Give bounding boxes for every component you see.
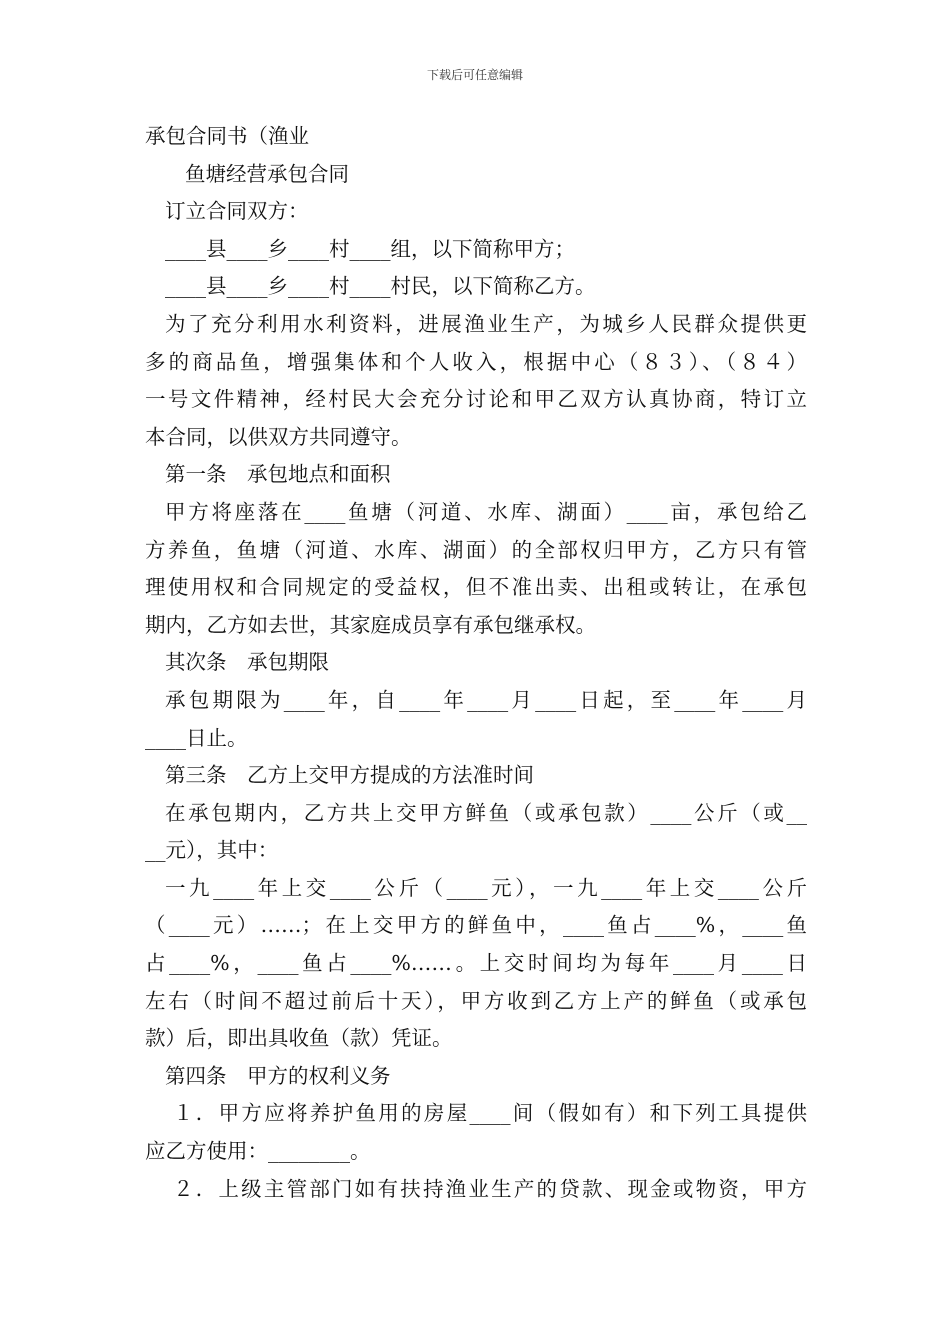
document-title: 承包合同书（渔业 xyxy=(145,124,309,148)
contract-subtitle: 鱼塘经营承包合同 xyxy=(185,161,349,186)
preamble-line: 为了充分利用水利资料，进展渔业生产，为城乡人民群众提供更 xyxy=(165,311,807,336)
preamble-line: 一号文件精神，经村民大会充分讨论和甲乙双方认真协商，特订立 xyxy=(145,387,807,412)
article-3-line: 一九____年上交____公斤（____元），一九____年上交____公斤 xyxy=(165,875,807,900)
article-4-heading: 第四条 甲方的权利义务 xyxy=(165,1063,391,1088)
contract-body xyxy=(145,118,807,1208)
article-3-line: 占____%，____鱼占____%……。上交时间均为每年____月____日 xyxy=(145,951,807,976)
preamble-line: 本合同，以供双方共同遵守。 xyxy=(145,424,412,449)
article-1-line: 方养鱼，鱼塘（河道、水库、湖面）的全部权归甲方，乙方只有管 xyxy=(145,537,807,562)
article-4-item-2: ２．上级主管部门如有扶持渔业生产的贷款、现金或物资，甲方 xyxy=(173,1176,807,1201)
article-4-item-1: １．甲方应将养护鱼用的房屋____间（假如有）和下列工具提供 xyxy=(173,1101,807,1126)
article-2-line: 承包期限为____年，自____年____月____日起，至____年____月 xyxy=(165,687,807,712)
article-3-line: 款）后，即出具收鱼（款）凭证。 xyxy=(145,1026,453,1051)
article-1-line: 期内，乙方如去世，其家庭成员享有承包继承权。 xyxy=(145,612,596,637)
parties-heading: 订立合同双方： xyxy=(165,199,309,224)
header-note: 下载后可任意编辑 xyxy=(426,68,523,82)
article-3-line: 左右（时间不超过前后十天），甲方收到乙方上产的鲜鱼（或承包 xyxy=(145,988,807,1013)
article-1-line: 甲方将座落在____鱼塘（河道、水库、湖面）____亩，承包给乙 xyxy=(165,499,807,524)
article-3-heading: 第三条 乙方上交甲方提成的方法准时间 xyxy=(165,763,534,788)
article-2-heading: 其次条 承包期限 xyxy=(165,650,329,675)
party-a-line: ____县____乡____村____组，以下简称甲方； xyxy=(165,236,575,261)
article-3-line: 在承包期内，乙方共上交甲方鲜鱼（或承包款）____公斤（或__ xyxy=(165,800,807,825)
preamble-line: 多的商品鱼，增强集体和个人收入，根据中心（８３）、（８４） xyxy=(145,349,807,374)
article-1-line: 理使用权和合同规定的受益权，但不准出卖、出租或转让，在承包 xyxy=(145,575,807,600)
article-4-item-1-cont: 应乙方使用：________。 xyxy=(145,1139,371,1164)
party-b-line: ____县____乡____村____村民，以下简称乙方。 xyxy=(165,274,596,299)
article-3-line: （____元）……；在上交甲方的鲜鱼中，____鱼占____%，____鱼 xyxy=(145,913,807,938)
article-1-heading: 第一条 承包地点和面积 xyxy=(165,462,391,487)
article-2-line: ____日止。 xyxy=(145,725,248,750)
article-3-line: __元），其中： xyxy=(145,838,279,863)
